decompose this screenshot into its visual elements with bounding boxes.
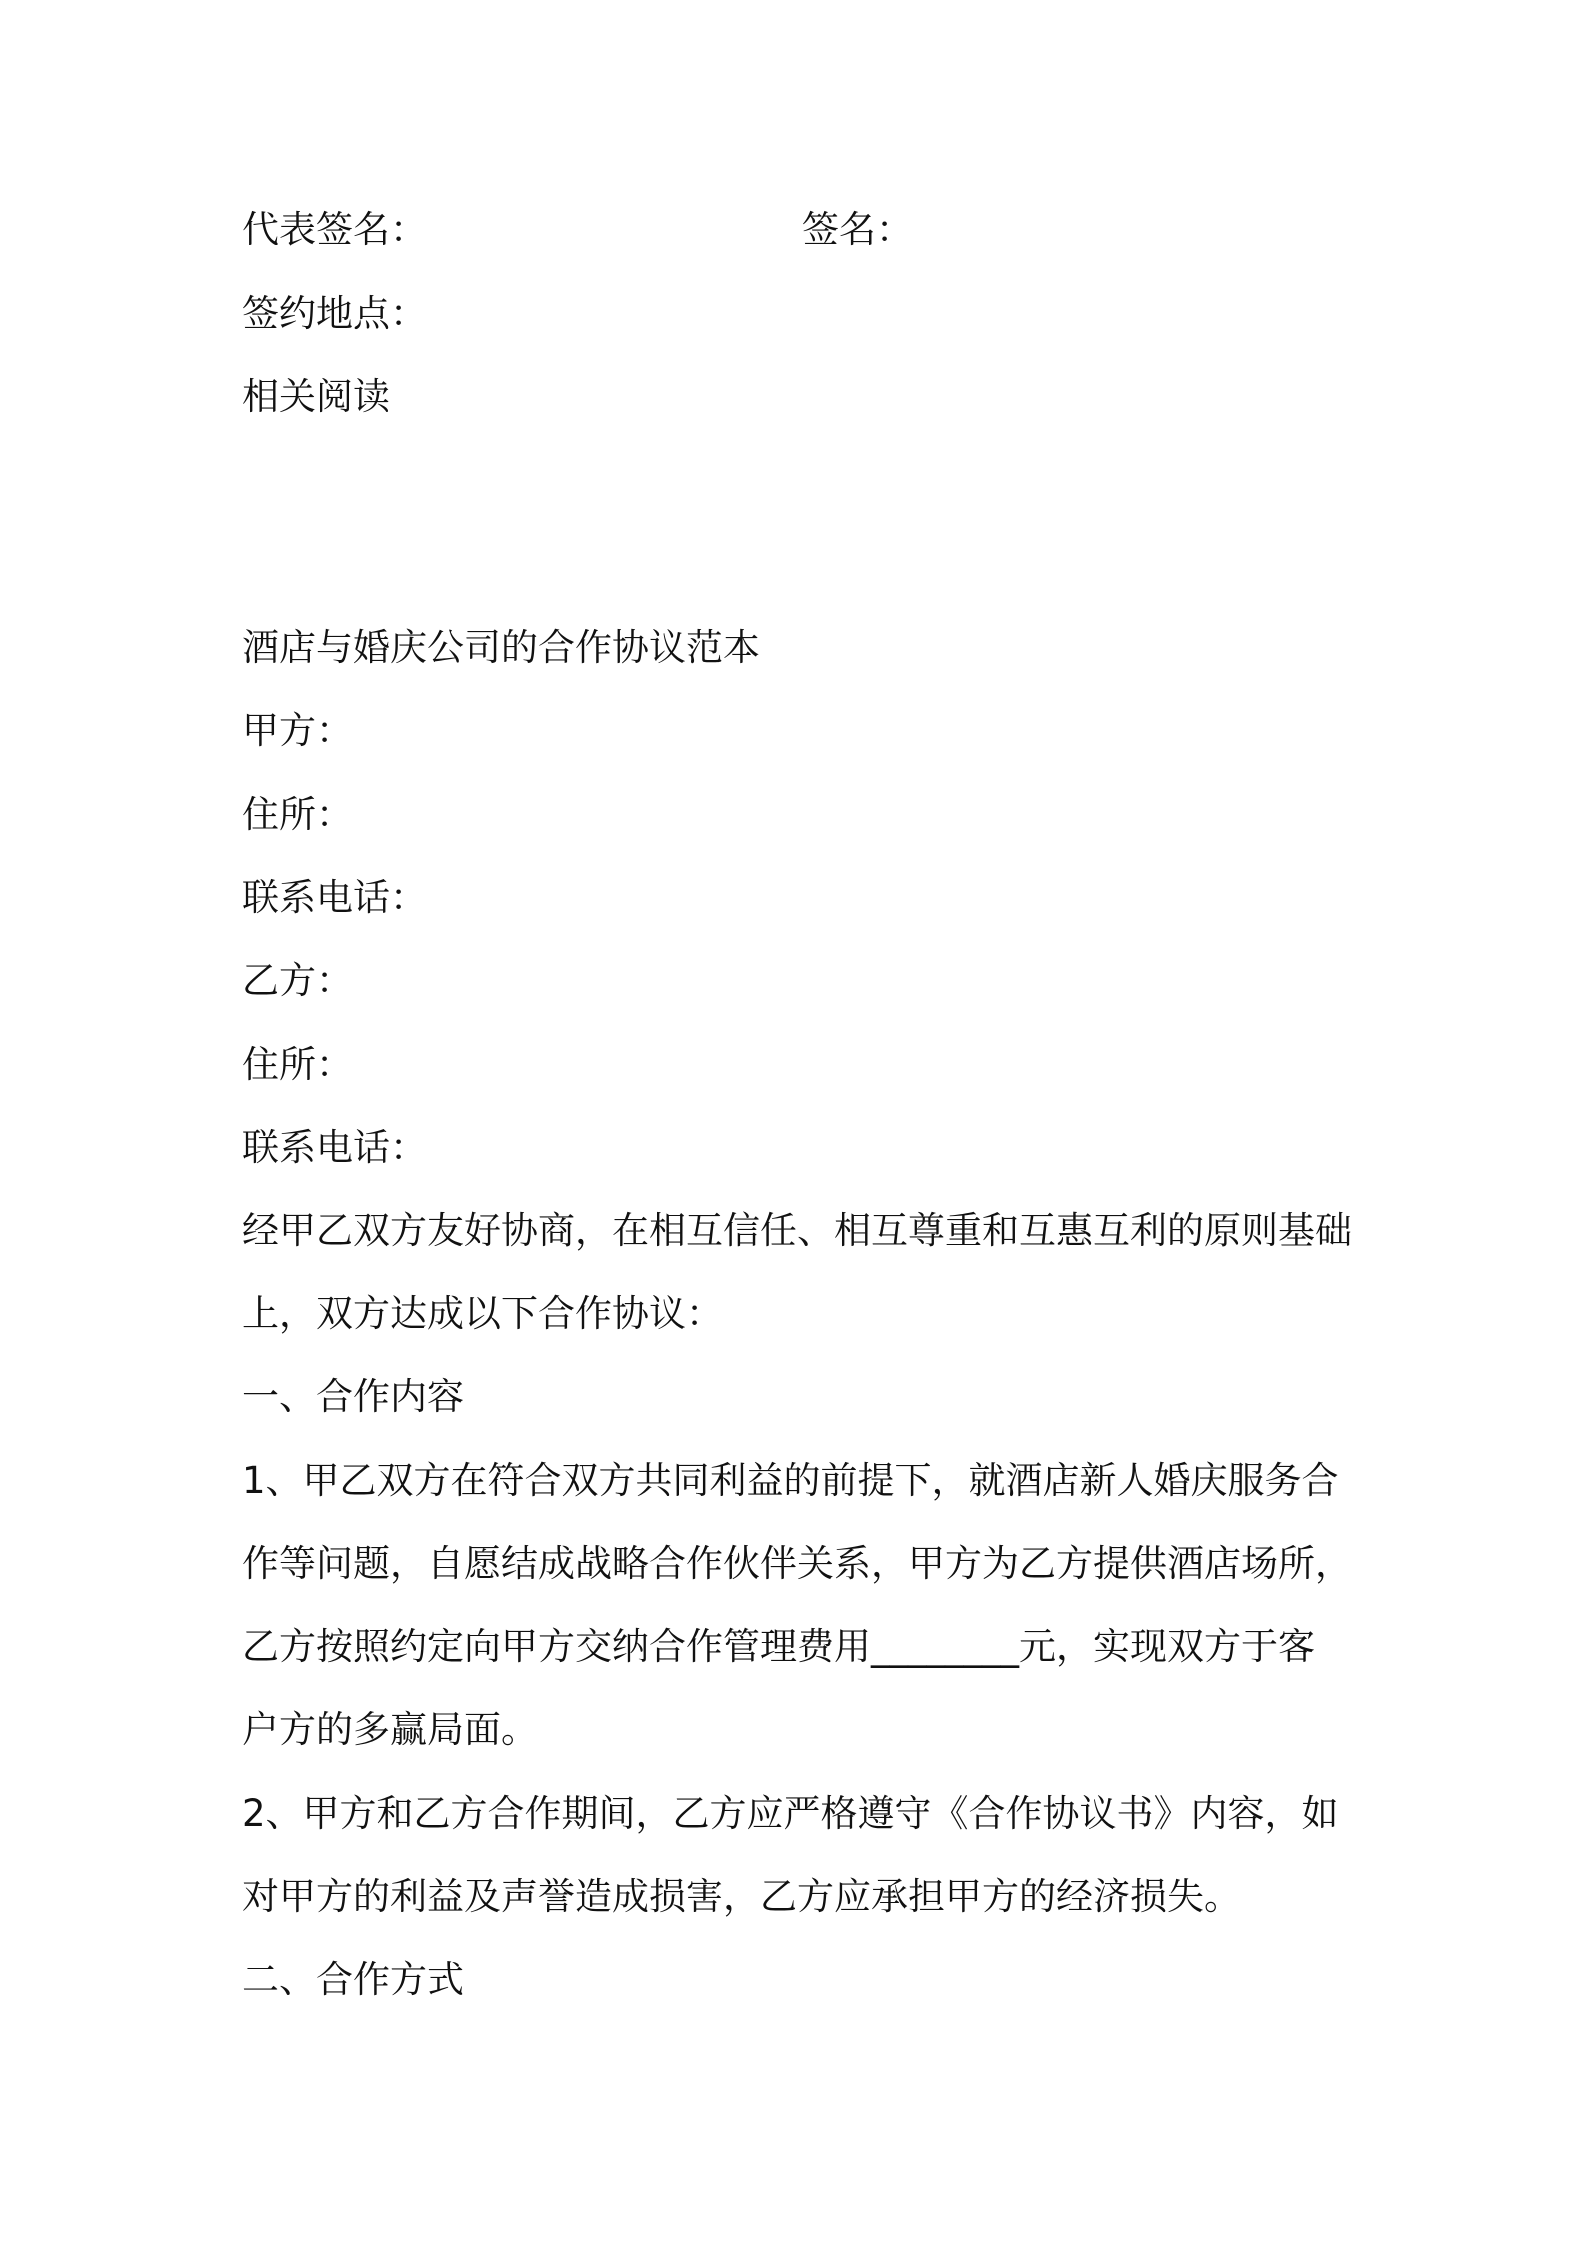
representative-signature-label: 代表签名： [242, 208, 427, 251]
party-a-label: 甲方： [242, 709, 353, 752]
signing-location-label: 签约地点： [242, 292, 427, 335]
party-b-label: 乙方： [242, 959, 353, 1002]
clause-1-line-1: 1、甲乙双方在符合双方共同利益的前提下，就酒店新人婚庆服务合 [242, 1459, 1339, 1502]
clause-1-line-4: 户方的多赢局面。 [242, 1708, 538, 1751]
agreement-title: 酒店与婚庆公司的合作协议范本 [242, 626, 760, 669]
party-b-address-label: 住所： [242, 1043, 353, 1086]
section-2-heading: 二、合作方式 [242, 1958, 464, 2001]
clause-2-line-1: 2、甲方和乙方合作期间，乙方应严格遵守《合作协议书》内容，如 [242, 1792, 1339, 1835]
party-a-address-label: 住所： [242, 793, 353, 836]
clause-1-line-2: 作等问题，自愿结成战略合作伙伴关系，甲方为乙方提供酒店场所， [242, 1542, 1352, 1585]
intro-line-2: 上，双方达成以下合作协议： [242, 1292, 723, 1335]
section-1-heading: 一、合作内容 [242, 1375, 464, 1418]
signature-label: 签名： [802, 208, 913, 251]
related-reading-heading: 相关阅读 [242, 375, 390, 418]
clause-2-line-2: 对甲方的利益及声誉造成损害，乙方应承担甲方的经济损失。 [242, 1875, 1241, 1918]
party-a-phone-label: 联系电话： [242, 876, 427, 919]
intro-line-1: 经甲乙双方友好协商，在相互信任、相互尊重和互惠互利的原则基础 [242, 1209, 1352, 1252]
party-b-phone-label: 联系电话： [242, 1126, 427, 1169]
clause-1-line-3: 乙方按照约定向甲方交纳合作管理费用________元，实现双方于客 [242, 1625, 1315, 1668]
